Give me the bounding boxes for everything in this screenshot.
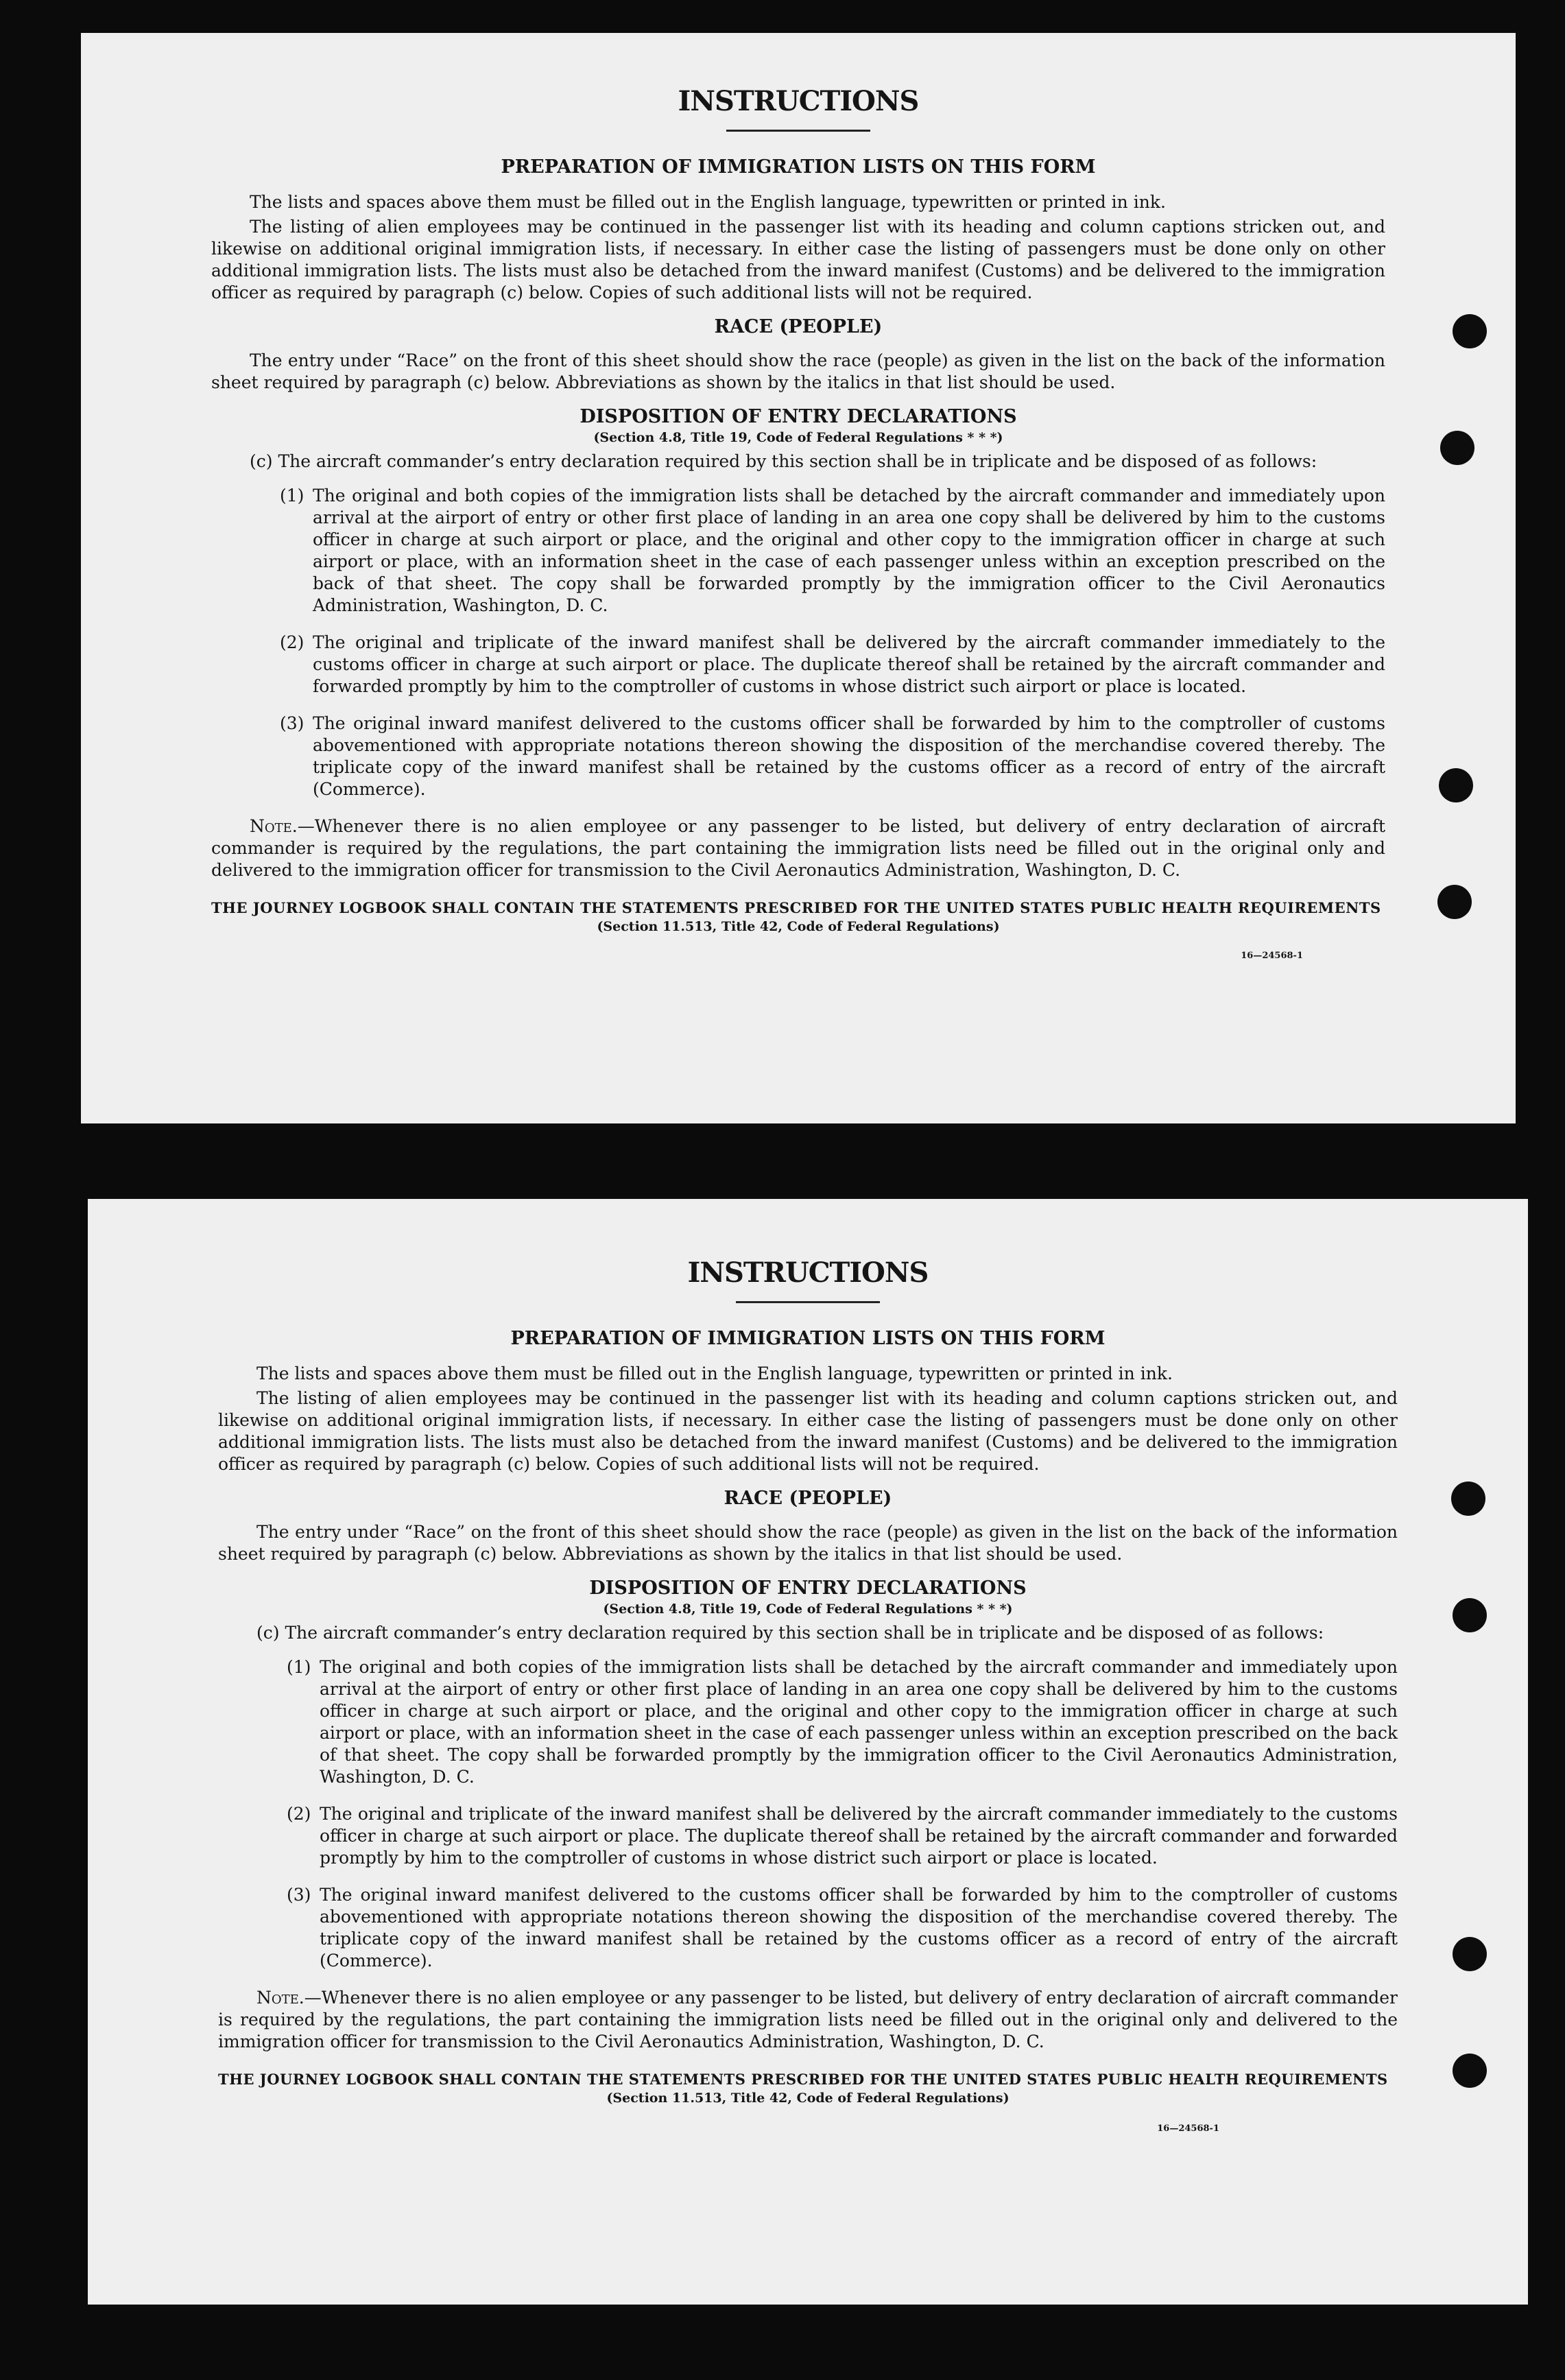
list-item-text: The original and both copies of the immigration lists shall be detached by the aircraft commander and immediately upon arrival at the airport of entry or other first place of landing in an area one copy shall be delivered by him to the customs officer in charge at such airport or place, and the original and other copy to the immigration officer in charge at such airport or place, with an information sheet in the case of each passenger unless within an exception prescribed on the back of that sheet. The copy shall be forwarded promptly by the immigration officer to the Civil Aeronautics Administration, Washington, D. C. bbox=[313, 486, 1385, 615]
note-text: —Whenever there is no alien employee or any passenger to be listed, but delivery of entry declaration of aircraft commander is required by the regulations, the part containing the immigration lists need be filled out in the original only and delivered to the immigration officer for transmission to the Civil Aeronautics Administration, Washington, D. C. bbox=[211, 816, 1385, 880]
list-item bbox=[280, 485, 1385, 617]
list-item-number: (1) bbox=[287, 1657, 311, 1677]
page-title: INSTRUCTIONS bbox=[678, 85, 919, 117]
section-heading-disposition: DISPOSITION OF ENTRY DECLARATIONS bbox=[580, 406, 1017, 427]
logbook-citation: (Section 11.513, Title 42, Code of Federal Regulations) bbox=[597, 919, 1000, 934]
paragraph-race-entry: The entry under “Race” on the front of this sheet should show the race (people) as given in the list on the back of the information sheet required by paragraph (c) below. Abbreviations as shown by the italics in that list should be used. bbox=[218, 1522, 1398, 1564]
logbook-statement: THE JOURNEY LOGBOOK SHALL CONTAIN THE STATEMENTS PRESCRIBED FOR THE UNITED STATES PUBLIC HEALTH REQUIREMENTS bbox=[218, 2071, 1388, 2088]
paragraph-lists-language: The lists and spaces above them must be filled out in the English language, typewritten or printed in ink. bbox=[256, 1364, 1173, 1383]
section-heading-race: RACE (PEOPLE) bbox=[714, 316, 883, 337]
list-item-text: The original inward manifest delivered to the customs officer shall be forwarded by him to the comptroller of customs abovementioned with appropriate notations thereon showing the disposition of the merchandise covered thereby. The triplicate copy of the inward manifest shall be retained by the customs officer as a record of entry of the aircraft (Commerce). bbox=[320, 1885, 1398, 1971]
section-citation: (Section 4.8, Title 19, Code of Federal Regulations * * *) bbox=[593, 430, 1003, 445]
punch-hole bbox=[1453, 314, 1487, 348]
list-item-text: The original inward manifest delivered to the customs officer shall be forwarded by him to the comptroller of customs abovementioned with appropriate notations thereon showing the disposition of the merchandise covered thereby. The triplicate copy of the inward manifest shall be retained by the customs officer as a record of entry of the aircraft (Commerce). bbox=[313, 713, 1385, 799]
page-title: INSTRUCTIONS bbox=[687, 1257, 929, 1289]
section-citation: (Section 4.8, Title 19, Code of Federal Regulations * * *) bbox=[603, 1602, 1013, 1617]
list-item bbox=[280, 713, 1385, 800]
paragraph-note bbox=[211, 816, 1385, 881]
list-item bbox=[280, 632, 1385, 698]
punch-hole bbox=[1451, 1481, 1485, 1516]
note-label: Note. bbox=[256, 1988, 304, 2008]
list-item bbox=[287, 1656, 1398, 1788]
note-text: —Whenever there is no alien employee or any passenger to be listed, but delivery of entry declaration of aircraft commander is required by the regulations, the part containing the immigration lists need be filled out in the original only and delivered to the immigration officer for transmission to the Civil Aeronautics Administration, Washington, D. C. bbox=[218, 1988, 1398, 2051]
paragraph-note bbox=[218, 1987, 1398, 2053]
document-page-top bbox=[81, 33, 1516, 1123]
list-item bbox=[287, 1803, 1398, 1869]
form-number: 16—24568-1 bbox=[1241, 951, 1303, 961]
page-content bbox=[218, 1199, 1398, 2134]
section-heading-preparation: PREPARATION OF IMMIGRATION LISTS ON THIS FORM bbox=[510, 1328, 1106, 1349]
document-page-bottom bbox=[88, 1199, 1528, 2305]
punch-hole bbox=[1437, 885, 1472, 919]
section-heading-disposition: DISPOSITION OF ENTRY DECLARATIONS bbox=[589, 1578, 1027, 1599]
list-item-number: (3) bbox=[287, 1885, 311, 1905]
title-underline bbox=[736, 1301, 880, 1303]
section-heading-preparation: PREPARATION OF IMMIGRATION LISTS ON THIS FORM bbox=[501, 156, 1096, 178]
paragraph-lists-language: The lists and spaces above them must be filled out in the English language, typewritten or printed in ink. bbox=[250, 192, 1166, 212]
title-underline bbox=[726, 130, 870, 132]
note-label: Note. bbox=[250, 816, 298, 836]
paragraph-race-entry: The entry under “Race” on the front of this sheet should show the race (people) as given in the list on the back of the information sheet required by paragraph (c) below. Abbreviations as shown by the italics in that list should be used. bbox=[211, 350, 1385, 392]
list-item-text: The original and triplicate of the inward manifest shall be delivered by the aircraft commander immediately to the customs officer in charge at such airport or place. The duplicate thereof shall be retained by the aircraft commander and forwarded promptly by him to the comptroller of customs in whose district such airport or place is located. bbox=[313, 632, 1385, 696]
logbook-citation: (Section 11.513, Title 42, Code of Federal Regulations) bbox=[606, 2091, 1010, 2106]
paragraph-alien-employees: The listing of alien employees may be continued in the passenger list with its heading and column captions stricken out, and likewise on additional original immigration lists, if necessary. In either case the listing of passengers must be done only on other additional immigration lists. The lists must also be detached from the inward manifest (Customs) and be delivered to the immigration officer as required by paragraph (c) below. Copies of such additional lists will not be required. bbox=[211, 217, 1385, 302]
paragraph-c-declaration: (c) The aircraft commander’s entry declaration required by this section shall be in triplicate and be disposed of as follows: bbox=[256, 1623, 1324, 1643]
punch-hole bbox=[1440, 431, 1474, 465]
list-item-text: The original and both copies of the immigration lists shall be detached by the aircraft commander and immediately upon arrival at the airport of entry or other first place of landing in an area one copy shall be delivered by him to the customs officer in charge at such airport or place, and the original and other copy to the immigration officer in charge at such airport or place, with an information sheet in the case of each passenger unless within an exception prescribed on the back of that sheet. The copy shall be forwarded promptly by the immigration officer to the Civil Aeronautics Administration, Washington, D. C. bbox=[320, 1657, 1398, 1787]
paragraph-c-declaration: (c) The aircraft commander’s entry declaration required by this section shall be in triplicate and be disposed of as follows: bbox=[250, 451, 1317, 471]
list-item bbox=[287, 1884, 1398, 1972]
section-heading-race: RACE (PEOPLE) bbox=[724, 1488, 892, 1509]
logbook-statement: THE JOURNEY LOGBOOK SHALL CONTAIN THE STATEMENTS PRESCRIBED FOR THE UNITED STATES PUBLIC HEALTH REQUIREMENTS bbox=[211, 899, 1381, 916]
list-item-number: (2) bbox=[287, 1804, 311, 1824]
list-item-number: (2) bbox=[280, 632, 304, 652]
list-item-number: (1) bbox=[280, 486, 304, 505]
punch-hole bbox=[1453, 2054, 1487, 2088]
punch-hole bbox=[1453, 1598, 1487, 1632]
paragraph-alien-employees: The listing of alien employees may be continued in the passenger list with its heading and column captions stricken out, and likewise on additional original immigration lists, if necessary. In either case the listing of passengers must be done only on other additional immigration lists. The lists must also be detached from the inward manifest (Customs) and be delivered to the immigration officer as required by paragraph (c) below. Copies of such additional lists will not be required. bbox=[218, 1388, 1398, 1474]
page-content bbox=[211, 33, 1385, 961]
form-number: 16—24568-1 bbox=[1157, 2123, 1219, 2134]
punch-hole bbox=[1453, 1937, 1487, 1971]
punch-hole bbox=[1439, 768, 1473, 802]
list-item-number: (3) bbox=[280, 713, 304, 733]
list-item-text: The original and triplicate of the inward manifest shall be delivered by the aircraft commander immediately to the customs officer in charge at such airport or place. The duplicate thereof shall be retained by the aircraft commander and forwarded promptly by him to the comptroller of customs in whose district such airport or place is located. bbox=[320, 1804, 1398, 1868]
